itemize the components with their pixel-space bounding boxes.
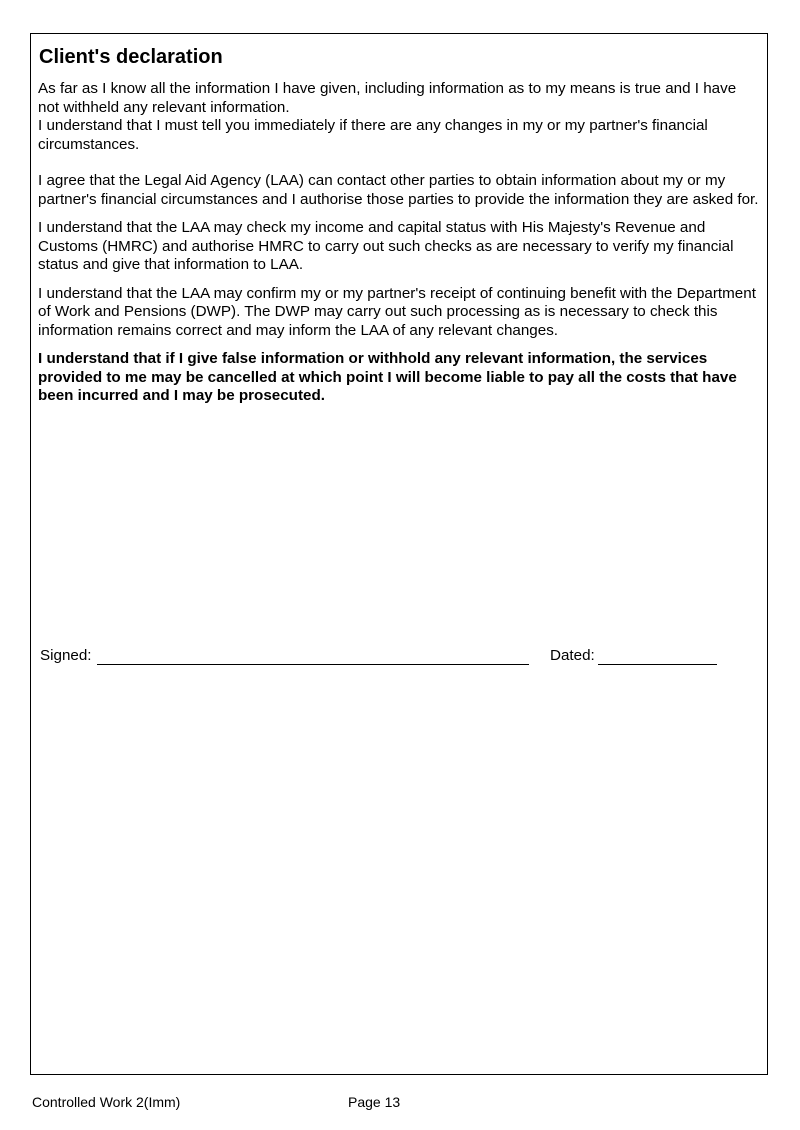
dated-field[interactable] (598, 647, 717, 665)
signed-label: Signed: (40, 647, 92, 664)
declaration-warning: I understand that if I give false information or withhold any relevant information, the services provided to me may be cancelled at which point I will become liable to pay all the costs that have been incurred and I may be prosecuted. (38, 350, 737, 404)
declaration-paragraph-contact-parties: I agree that the Legal Aid Agency (LAA) can contact other parties to obtain information about my or my partner's financial circumstances and I authorise those parties to provide the information they are asked for. (38, 172, 759, 208)
declaration-paragraph-hmrc: I understand that the LAA may check my income and capital status with His Majesty's Revenue and Customs (HMRC) and authorise HMRC to carry out such checks as are necessary to verify my financial status and give that information to LAA. (38, 219, 734, 273)
declaration-paragraph-truthful: As far as I know all the information I have given, including information as to my means is true and I have not withheld any relevant information. (38, 80, 737, 116)
dated-label: Dated: (550, 647, 595, 664)
declaration-paragraph-dwp: I understand that the LAA may confirm my or my partner's receipt of continuing benefit with the Department of Work and Pensions (DWP). The DWP may carry out such processing as is necessary to check this information remains correct and may inform the LAA of any relevant changes. (38, 284, 756, 339)
declaration-paragraph-changes: I understand that I must tell you immediately if there are any changes in my or my partner's financial circumstances. (38, 117, 708, 153)
footer-page-number: Page 13 (348, 1094, 401, 1110)
section-title: Client's declaration (39, 46, 223, 68)
declaration-text (38, 80, 760, 406)
footer-form-name: Controlled Work 2(Imm) (32, 1094, 181, 1110)
signed-field[interactable] (97, 647, 529, 665)
declaration-box (30, 33, 768, 1075)
